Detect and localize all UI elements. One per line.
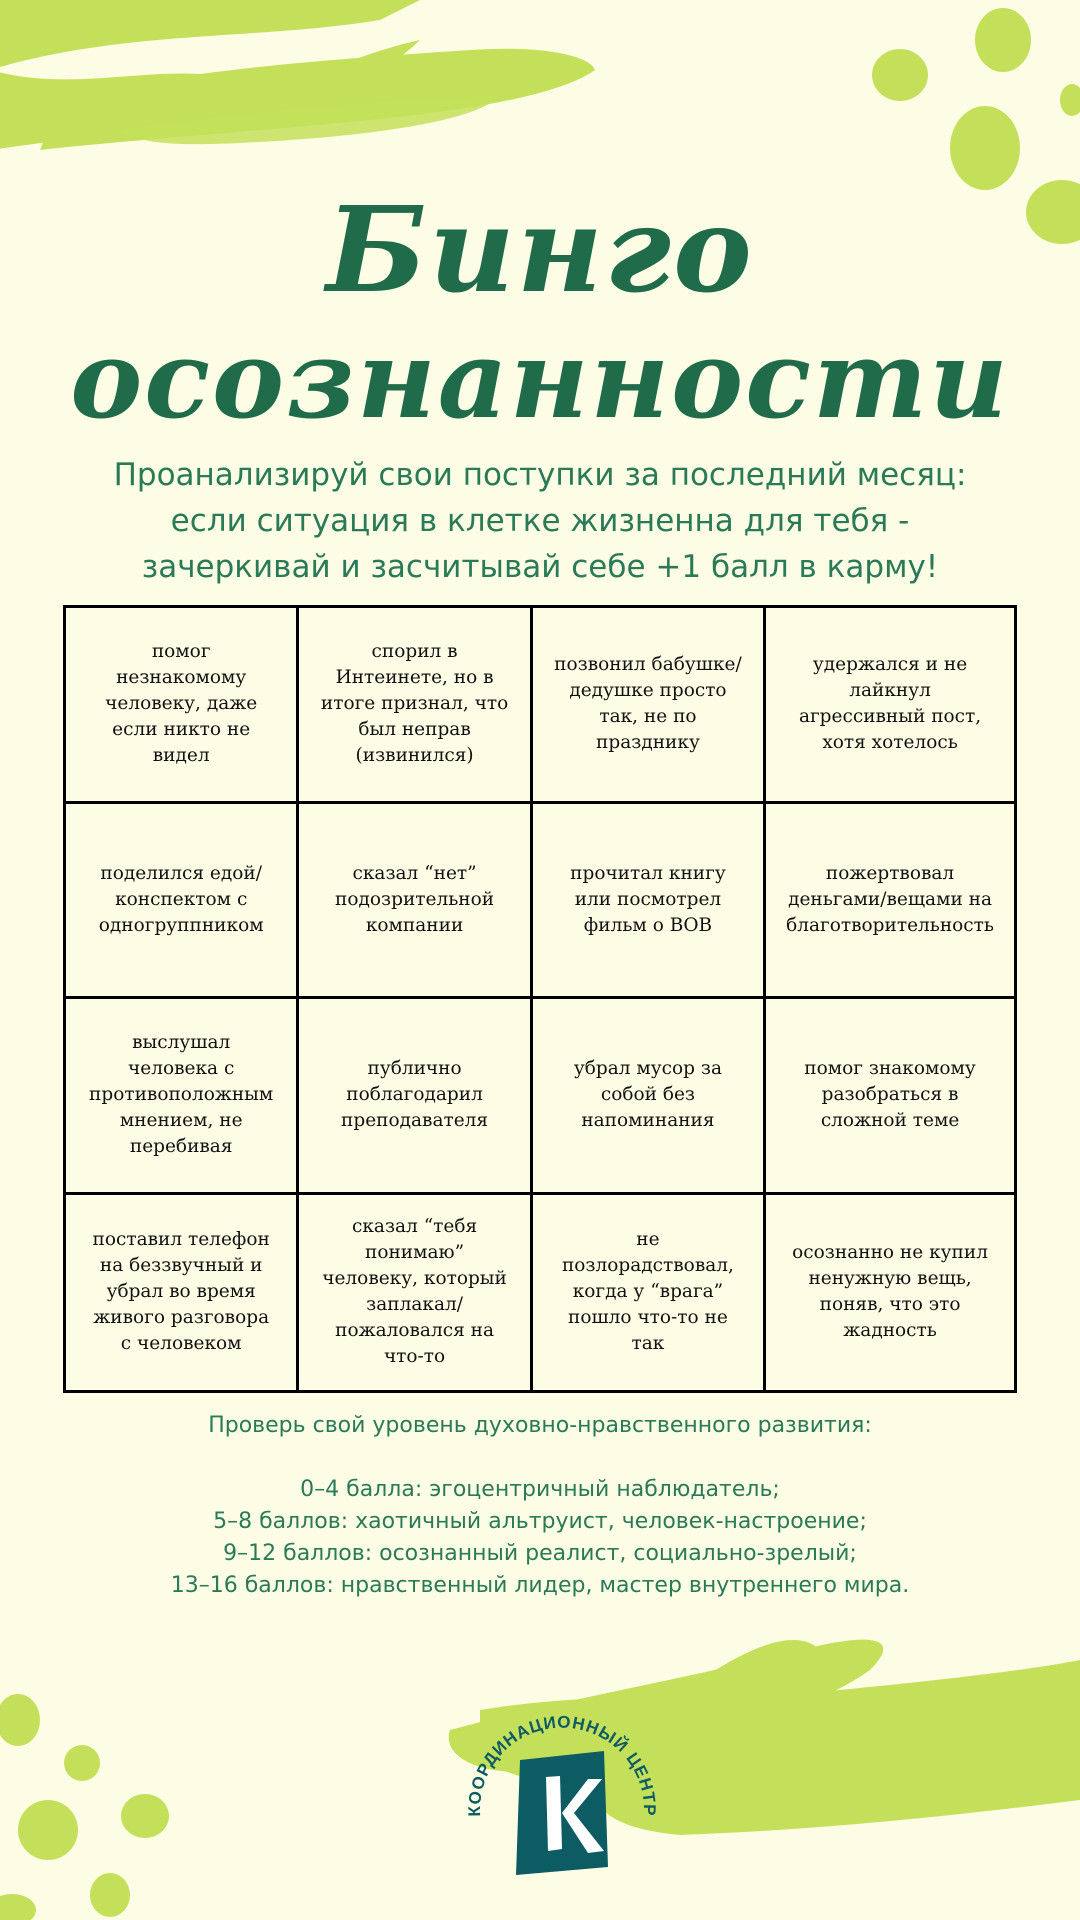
bingo-grid [63, 605, 1017, 1393]
bingo-cell: спорил в Интеинете, но в итоге признал, что был неправ (извинился) [299, 608, 532, 804]
bingo-cell: сказал “тебя понимаю” человеку, который заплакал/ пожаловался на что-то [299, 1195, 532, 1391]
bingo-cell: позвонил бабушке/ дедушке просто так, не по празднику [533, 608, 766, 804]
subtitle [0, 452, 1080, 590]
results-section [0, 1410, 1080, 1602]
bingo-cell: помог знакомому разобраться в сложной теме [766, 999, 1014, 1195]
bingo-cell: сказал “нет” подозрительной компании [299, 804, 532, 1000]
logo-arc-text: КООРДИНАЦИОННЫЙ ЦЕНТР [464, 1712, 660, 1817]
subtitle-line-2: если ситуация в клетке жизненна для тебя - [170, 503, 910, 539]
subtitle-line-3: зачеркивай и засчитывай себе +1 балл в карму! [141, 549, 939, 585]
bingo-cell: пожертвовал деньгами/вещами на благотворительность [766, 804, 1014, 1000]
subtitle-line-1: Проанализируй свои поступки за последний месяц: [113, 457, 967, 493]
results-heading: Проверь свой уровень духовно-нравственного развития: [208, 1413, 872, 1438]
result-level: 0–4 балла: эгоцентричный наблюдатель; [300, 1477, 780, 1502]
bingo-cell: убрал мусор за собой без напоминания [533, 999, 766, 1195]
result-level: 5–8 баллов: хаотичный альтруист, человек-настроение; [213, 1509, 867, 1534]
bingo-cell: публично поблагодарил преподавателя [299, 999, 532, 1195]
bingo-cell: осознанно не купил ненужную вещь, поняв, что это жадность [792, 1242, 988, 1342]
title-line-1: Бинго [326, 180, 754, 319]
bingo-cell: поделился едой/ конспектом с одногруппником [66, 804, 299, 1000]
result-level: 13–16 баллов: нравственный лидер, мастер внутреннего мира. [170, 1573, 910, 1598]
bingo-cell: поставил телефон на беззвучный и убрал во время живого разговора с человеком [66, 1195, 299, 1391]
logo-letter: К [561, 1897, 563, 1898]
bingo-cell: прочитал книгу или посмотрел фильм о ВОВ [533, 804, 766, 1000]
bingo-cell: выслушал человека с противоположным мнением, не перебивая [66, 999, 299, 1195]
bingo-cell: удержался и не лайкнул агрессивный пост, хотя хотелось [766, 608, 1014, 804]
title-line-2: осознанности [70, 317, 1010, 443]
result-level: 9–12 баллов: осознанный реалист, социально-зрелый; [223, 1541, 857, 1566]
coordination-center-logo [462, 1685, 662, 1905]
bingo-cell: помог незнакомому человеку, даже если никто не видел [66, 608, 299, 804]
bingo-cell: не позлорадствовал, когда у “врага” пошло что-то не так [533, 1195, 766, 1391]
